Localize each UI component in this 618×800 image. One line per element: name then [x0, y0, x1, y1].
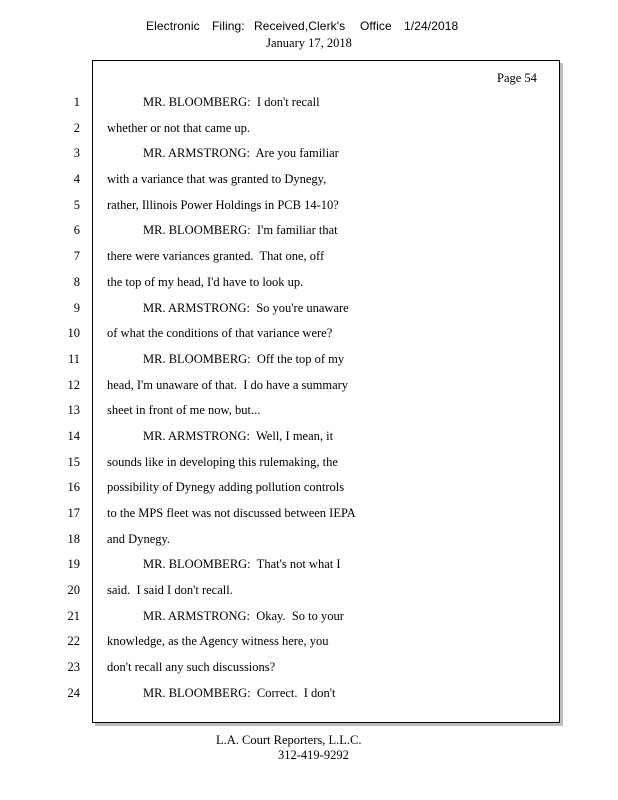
line-number: 1: [73, 95, 80, 109]
line-number: 15: [67, 454, 80, 469]
line-number: 2: [73, 120, 80, 135]
transcript-line: MR. BLOOMBERG: Correct. I don't: [143, 685, 336, 700]
line-number: 5: [73, 197, 80, 212]
transcript-line: don't recall any such discussions?: [107, 660, 276, 675]
line-number: 11: [67, 351, 80, 366]
transcript-line: knowledge, as the Agency witness here, you: [107, 634, 329, 649]
transcript-line: MR. BLOOMBERG: I don't recall: [143, 95, 320, 109]
line-number: 23: [67, 660, 80, 675]
transcript-line: possibility of Dynegy adding pollution controls: [107, 480, 345, 495]
stamp-received-clerks: Received,Clerk's: [254, 19, 346, 33]
transcript-line: of what the conditions of that variance were?: [107, 326, 333, 341]
transcript-line: said. I said I don't recall.: [107, 583, 233, 598]
line-number: 3: [73, 146, 80, 161]
transcript-line: sounds like in developing this rulemaking, the: [107, 454, 338, 469]
transcript-line: MR. ARMSTRONG: Well, I mean, it: [143, 428, 334, 443]
line-number: 12: [67, 377, 80, 392]
transcript-line: MR. ARMSTRONG: So you're unaware: [143, 300, 349, 315]
line-number: 6: [73, 223, 80, 238]
transcript-line: whether or not that came up.: [107, 120, 251, 135]
line-number: 24: [67, 685, 80, 700]
line-number: 7: [73, 249, 80, 264]
line-number: 17: [67, 506, 80, 520]
transcript-line: head, I'm unaware of that. I do have a summary: [107, 377, 349, 392]
line-number: 8: [73, 274, 80, 289]
line-number: 4: [73, 172, 80, 187]
stamp-date: 1/24/2018: [404, 19, 459, 33]
page-number: Page 54: [497, 71, 537, 85]
stamp-filing: Filing:: [212, 19, 245, 33]
hearing-date: January 17, 2018: [266, 36, 352, 50]
line-number: 22: [67, 634, 80, 649]
court-reporter-name: L.A. Court Reporters, L.L.C.: [216, 733, 362, 747]
transcript-line: MR. BLOOMBERG: I'm familiar that: [143, 223, 338, 238]
transcript-line: and Dynegy.: [107, 531, 171, 546]
stamp-office: Office: [360, 19, 392, 33]
line-number-column: [52, 90, 80, 707]
transcript-line: MR. BLOOMBERG: That's not what I: [143, 557, 341, 572]
line-number: 9: [73, 300, 80, 315]
line-number: 18: [67, 531, 80, 546]
line-number: 13: [67, 403, 80, 418]
transcript-line: sheet in front of me now, but...: [107, 403, 261, 418]
transcript-line: MR. BLOOMBERG: Off the top of my: [143, 351, 345, 366]
line-number: 20: [67, 583, 80, 598]
transcript-line: MR. ARMSTRONG: Are you familiar: [143, 146, 339, 161]
court-reporter-phone: 312-419-9292: [278, 748, 349, 762]
transcript-line: the top of my head, I'd have to look up.: [107, 274, 304, 289]
transcript-line: with a variance that was granted to Dynegy,: [107, 172, 327, 187]
transcript-line: there were variances granted. That one, off: [107, 249, 325, 264]
line-number: 16: [67, 480, 80, 495]
line-number: 21: [67, 608, 80, 623]
transcript-text: [107, 90, 547, 707]
line-number: 10: [67, 326, 80, 341]
transcript-line: to the MPS fleet was not discussed between IEPA: [107, 506, 356, 520]
line-number: 14: [67, 428, 80, 443]
transcript-line: rather, Illinois Power Holdings in PCB 14-10?: [107, 197, 339, 212]
stamp-electronic: Electronic: [146, 19, 200, 33]
line-number: 19: [67, 557, 80, 572]
transcript-line: MR. ARMSTRONG: Okay. So to your: [143, 608, 344, 623]
